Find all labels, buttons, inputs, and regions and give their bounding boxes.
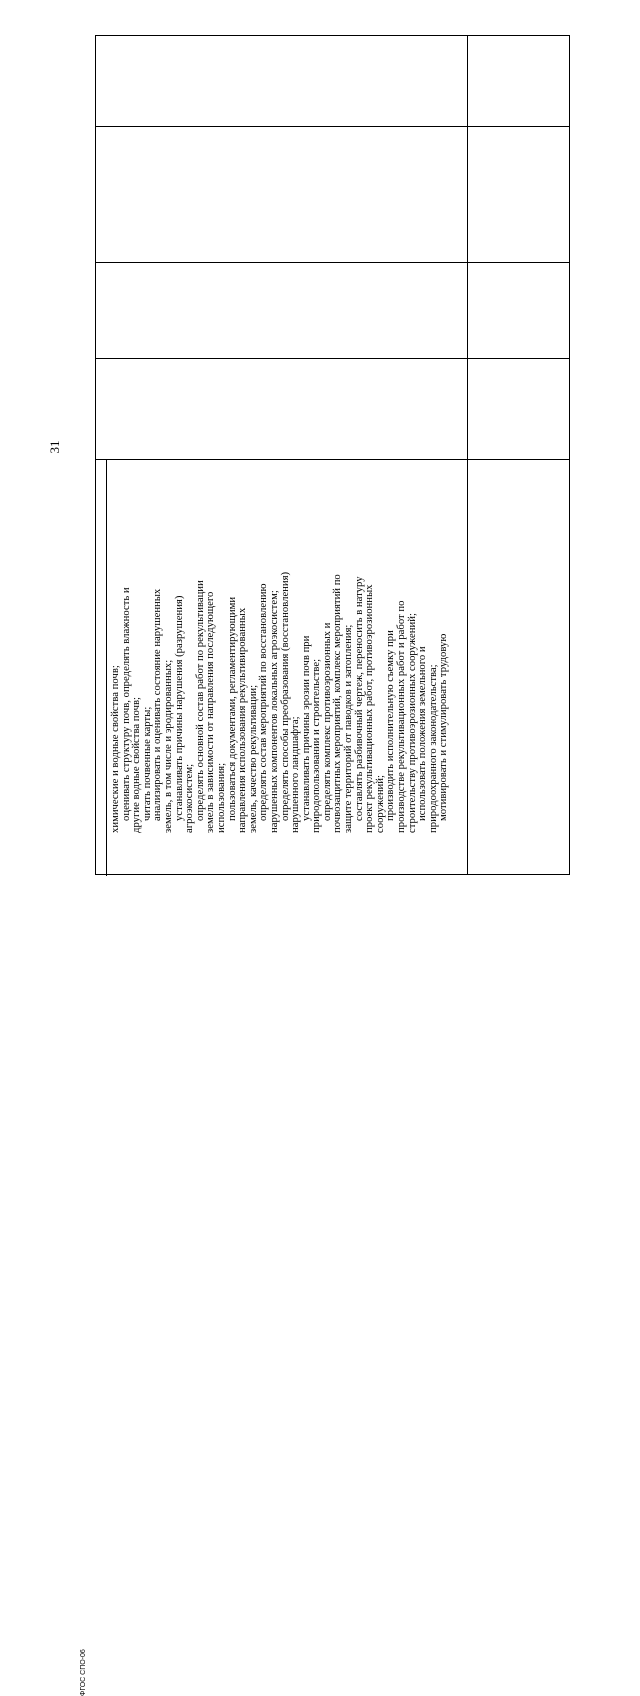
row-divider [96,262,569,263]
text-line: определять способы преобразования (восстановления) [278,571,291,821]
text-line: химические и водные свойства почв; [109,665,121,833]
text-line: составлять разбивочный чертеж, переносить в натуру [352,576,365,821]
text-line: устанавливать причины нарушения (разрушения) [172,595,185,821]
text-line: природоохранного законодательства; [426,664,439,833]
text-line: производить исполнительную съемку при [384,630,397,821]
text-line: определять комплекс противоэрозионных и [320,622,333,821]
text-line: проект рекультивационных работ, противоэрозионных [363,584,376,833]
text-line: использования; [214,762,227,833]
text-line: земель в зависимости от направления последующего [204,591,217,833]
text-line: анализировать и оценивать состояние нарушенных [151,588,164,821]
text-line: направления использования рекультивированных [236,607,249,833]
text-line: использовать положения земельного и [416,646,429,821]
text-line: устанавливать причины эрозии почв при [299,635,312,821]
cell-text [110,464,449,833]
text-line: пользоваться документами, регламентирующими [225,596,238,821]
row-divider [96,358,569,359]
text-line: определять состав мероприятий по восстановлению [257,583,270,821]
footer-label: ФГОС СПО-06 [80,1649,87,1696]
text-line: оценивать структуру почв, определять влажность и [119,587,132,821]
page-number: 31 [47,440,62,454]
text-line: земель, качество рекультивации; [246,684,259,833]
text-line: земель, в том числе и эродированных; [161,659,174,833]
table-frame [95,35,570,875]
text-line: нарушенных компонентов локальных агроэкосистем; [267,590,280,833]
text-line: строительству противоэрозионных сооружений; [405,613,418,833]
content-cell [106,459,475,937]
text-line: почвозащитных мероприятий, комплекс мероприятий по [331,574,344,833]
text-line: защите территорий от паводков и затопления; [342,624,355,833]
text-line: определять основной состав работ по рекультивации [193,580,206,821]
text-line: читать почвенные карты; [140,706,153,821]
text-line: природопользовании и строительстве; [310,658,323,833]
text-line: сооружений; [373,775,386,833]
text-line: агроэкосистем; [183,763,196,833]
text-line: другие водные свойства почв; [130,697,143,833]
text-line: производстве рекультивационных работ и работ по [395,600,408,833]
row-divider [96,126,569,127]
text-line: нарушенного ландшафта; [289,716,302,833]
text-line: мотивировать и стимулировать трудовую [437,633,450,821]
